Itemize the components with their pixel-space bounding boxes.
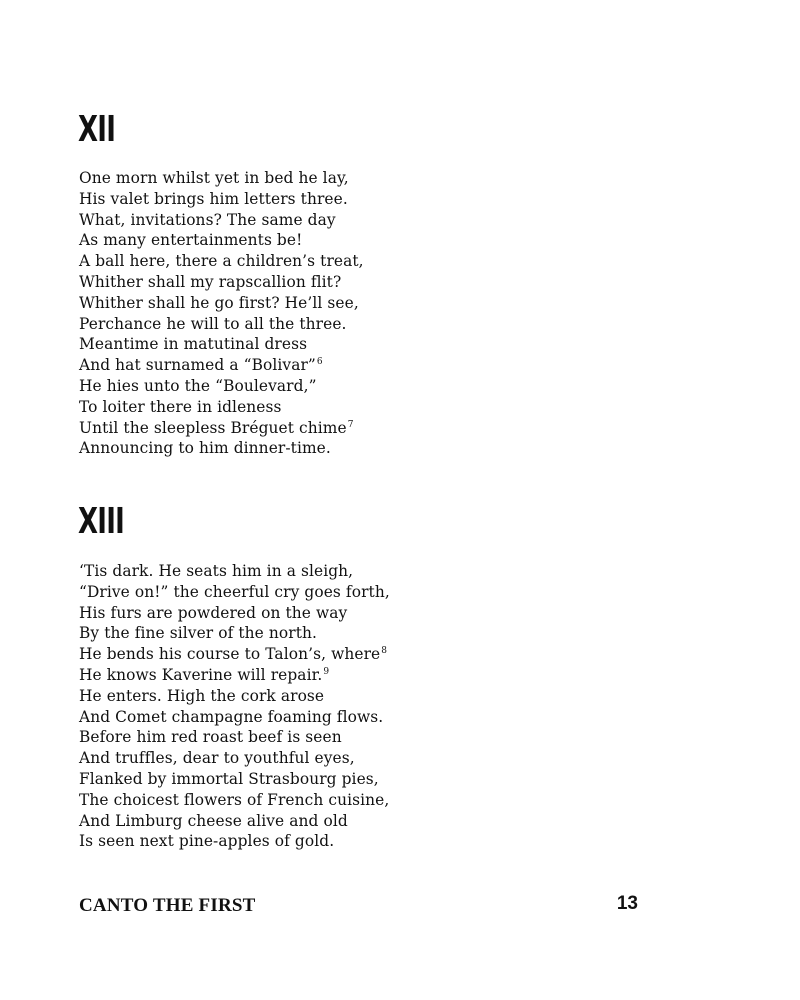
verse-text: To loiter there in idleness <box>79 397 282 416</box>
verse-line <box>79 748 390 769</box>
verse-line <box>79 314 364 335</box>
verse-text: Whither shall my rapscallion flit? <box>79 272 342 291</box>
verse-line <box>79 293 364 314</box>
verse-text: Flanked by immortal Strasbourg pies, <box>79 769 379 788</box>
stanza-heading-xii: XII <box>78 109 116 150</box>
page-number: 13 <box>616 893 638 914</box>
verse-text: By the fine silver of the north. <box>79 624 317 643</box>
verse-text: Meantime in matutinal dress <box>79 335 308 354</box>
footnote-marker: 6 <box>316 357 323 368</box>
verse-line <box>79 727 390 748</box>
verse-text: Announcing to him dinner-time. <box>79 439 331 458</box>
stanza-heading-xiii: XIII <box>78 501 125 542</box>
verse-line <box>79 355 364 376</box>
footnote-marker: 7 <box>347 419 354 430</box>
verse-line <box>79 582 390 603</box>
verse-text: He hies unto the “Boulevard,” <box>79 376 317 395</box>
verse-line <box>79 603 390 624</box>
verse-text: ‘Tis dark. He seats him in a sleigh, <box>79 562 354 580</box>
verse-text: What, invitations? The same day <box>79 210 336 229</box>
verse-text: And hat surnamed a “Bolivar” <box>79 356 316 375</box>
verse-line <box>79 397 364 418</box>
verse-line <box>79 168 364 189</box>
verse-text: And truffles, dear to youthful eyes, <box>79 749 355 768</box>
stanza-xiii <box>79 561 390 852</box>
verse-text: “Drive on!” the cheerful cry goes forth, <box>79 582 390 601</box>
verse-line <box>79 790 390 811</box>
verse-text: Until the sleepless Bréguet chime <box>79 418 347 437</box>
verse-line <box>79 376 364 397</box>
verse-text: And Limburg cheese alive and old <box>79 811 348 830</box>
verse-line <box>79 189 364 210</box>
stanza-xii <box>79 168 364 459</box>
verse-text: He enters. High the cork arose <box>79 686 325 705</box>
verse-text: Whither shall he go first? He’ll see, <box>79 293 359 312</box>
verse-line <box>79 623 390 644</box>
footnote-marker: 9 <box>323 666 330 677</box>
verse-line <box>79 438 364 459</box>
footnote-marker: 8 <box>381 646 388 657</box>
verse-text: The choicest flowers of French cuisine, <box>79 790 390 809</box>
verse-text: And Comet champagne foaming flows. <box>79 707 384 726</box>
verse-text: He knows Kaverine will repair. <box>79 665 323 684</box>
verse-text: Is seen next pine-apples of gold. <box>79 832 335 851</box>
verse-line <box>79 230 364 251</box>
verse-line <box>79 334 364 355</box>
verse-text: His valet brings him letters three. <box>79 189 348 208</box>
verse-line <box>79 811 390 832</box>
verse-text: Before him red roast beef is seen <box>79 728 342 747</box>
verse-line <box>79 769 390 790</box>
verse-text: Perchance he will to all the three. <box>79 314 347 333</box>
verse-line <box>79 418 364 439</box>
verse-line <box>79 707 390 728</box>
verse-line <box>79 831 390 852</box>
verse-line <box>79 644 390 665</box>
verse-text: A ball here, there a children’s treat, <box>79 252 364 271</box>
verse-line <box>79 251 364 272</box>
verse-text: He bends his course to Talon’s, where <box>79 645 381 664</box>
verse-text: As many entertainments be! <box>79 231 303 250</box>
verse-line <box>79 686 390 707</box>
verse-line <box>79 272 364 293</box>
verse-line <box>79 665 390 686</box>
verse-line <box>79 210 364 231</box>
verse-text: One morn whilst yet in bed he lay, <box>79 169 349 187</box>
running-title: CANTO THE FIRST <box>79 895 256 916</box>
verse-text: His furs are powdered on the way <box>79 603 348 622</box>
verse-line <box>79 561 390 582</box>
